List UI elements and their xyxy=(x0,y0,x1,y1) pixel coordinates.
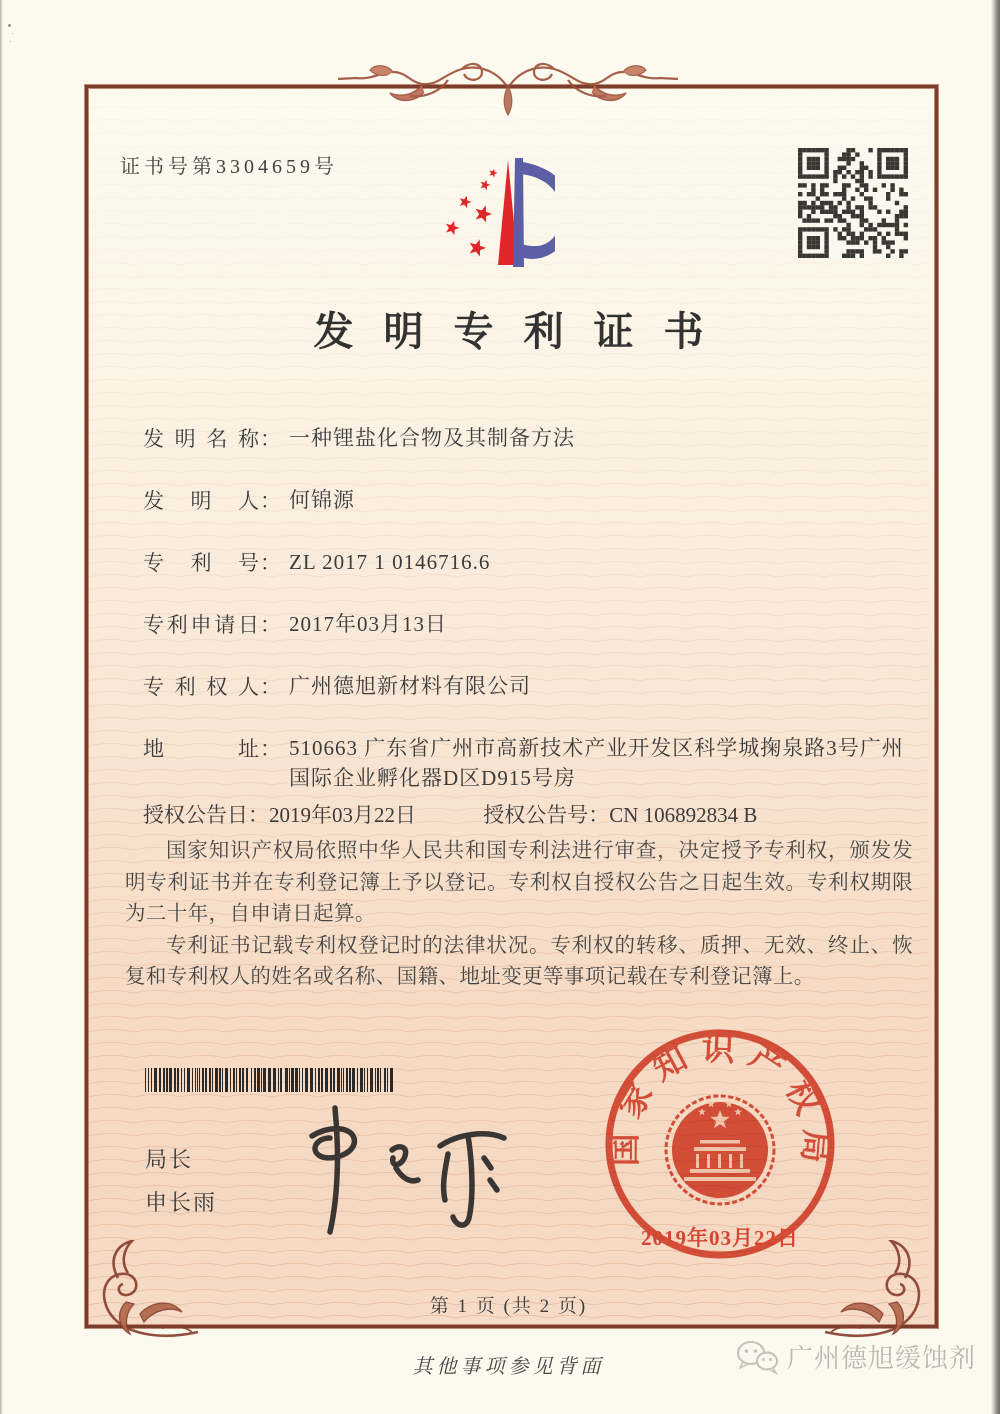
scan-edge-left xyxy=(0,0,3,1414)
field-label: 地址 xyxy=(143,737,259,761)
field-label: 专利号 xyxy=(143,551,259,575)
legal-paragraph-2: 专利证书记载专利权登记时的法律状况。专利权的转移、质押、无效、终止、恢复和专利权人的姓名或名称、国籍、地址变更等事项记载在专利登记簿上。 xyxy=(125,934,913,988)
director-title: 局长 xyxy=(145,1147,194,1172)
director-name: 申长雨 xyxy=(145,1190,218,1215)
field-value: ZL 2017 1 0146716.6 xyxy=(289,550,491,574)
barcode-icon xyxy=(145,1068,397,1092)
field-grant-row: 授权公告日：2019年03月22日 授权公告号：CN 106892834 B xyxy=(143,803,758,827)
field-inventor: 发明人： 何锦源 xyxy=(143,485,923,515)
scan-edge-right xyxy=(991,0,1000,1414)
field-value: 一种锂盐化合物及其制备方法 xyxy=(289,426,575,450)
field-patent-number: 专利号： ZL 2017 1 0146716.6 xyxy=(143,547,923,577)
certificate-fields xyxy=(143,423,923,829)
legal-text xyxy=(125,836,913,994)
grant-date-label: 授权公告日 xyxy=(143,803,248,827)
wechat-icon xyxy=(735,1339,779,1375)
field-label: 发明人 xyxy=(143,489,259,513)
field-application-date: 专利申请日： 2017年03月13日 xyxy=(143,609,923,639)
seal-ring-text: 国家知识产权局 xyxy=(607,1031,834,1177)
director-block xyxy=(145,1138,217,1224)
qr-code-icon xyxy=(798,148,908,258)
field-value: 广州德旭新材料有限公司 xyxy=(289,674,531,698)
seal-date: 2019年03月22日 xyxy=(641,1226,799,1250)
field-value: 何锦源 xyxy=(289,488,355,512)
grant-date-value: 2019年03月22日 xyxy=(269,803,416,827)
field-label: 专利权人 xyxy=(143,675,259,699)
border-ornament-top xyxy=(338,52,678,124)
field-label: 发明名称 xyxy=(143,427,259,451)
grant-no-label: 授权公告号 xyxy=(483,803,589,827)
page-number: 第 1 页 (共 2 页) xyxy=(429,1296,588,1317)
wechat-watermark xyxy=(735,1338,976,1375)
field-patentee: 专利权人： 广州德旭新材料有限公司 xyxy=(143,671,923,701)
field-value: 2017年03月13日 xyxy=(289,612,447,636)
scan-smudge xyxy=(8,24,11,27)
watermark-text: 广州德旭缓蚀剂 xyxy=(787,1344,977,1373)
field-address: 地址： 510663 广东省广州市高新技术产业开发区科学城掬泉路3号广州国际企业孵化器D区D915号房 xyxy=(143,733,923,793)
legal-paragraph-1: 国家知识产权局依照中华人民共和国专利法进行审查，决定授予专利权，颁发发明专利证书并在专利登记簿上予以登记。专利权自授权公告之日起生效。专利权期限为二十年，自申请日起算。 xyxy=(125,840,913,925)
back-side-note: 其他事项参见背面 xyxy=(412,1356,605,1378)
grant-no-value: CN 106892834 B xyxy=(609,803,758,827)
director-signature xyxy=(272,1098,552,1248)
patent-office-logo-icon xyxy=(425,148,555,283)
certificate-title: 发明专利证书 xyxy=(313,309,734,354)
certificate-number: 证书号第3304659号 xyxy=(120,156,338,178)
field-value: 510663 广东省广州市高新技术产业开发区科学城掬泉路3号广州国际企业孵化器D区D915号房 xyxy=(289,736,904,790)
field-label: 专利申请日 xyxy=(143,613,259,637)
field-invention-name: 发明名称： 一种锂盐化合物及其制备方法 xyxy=(143,423,923,453)
